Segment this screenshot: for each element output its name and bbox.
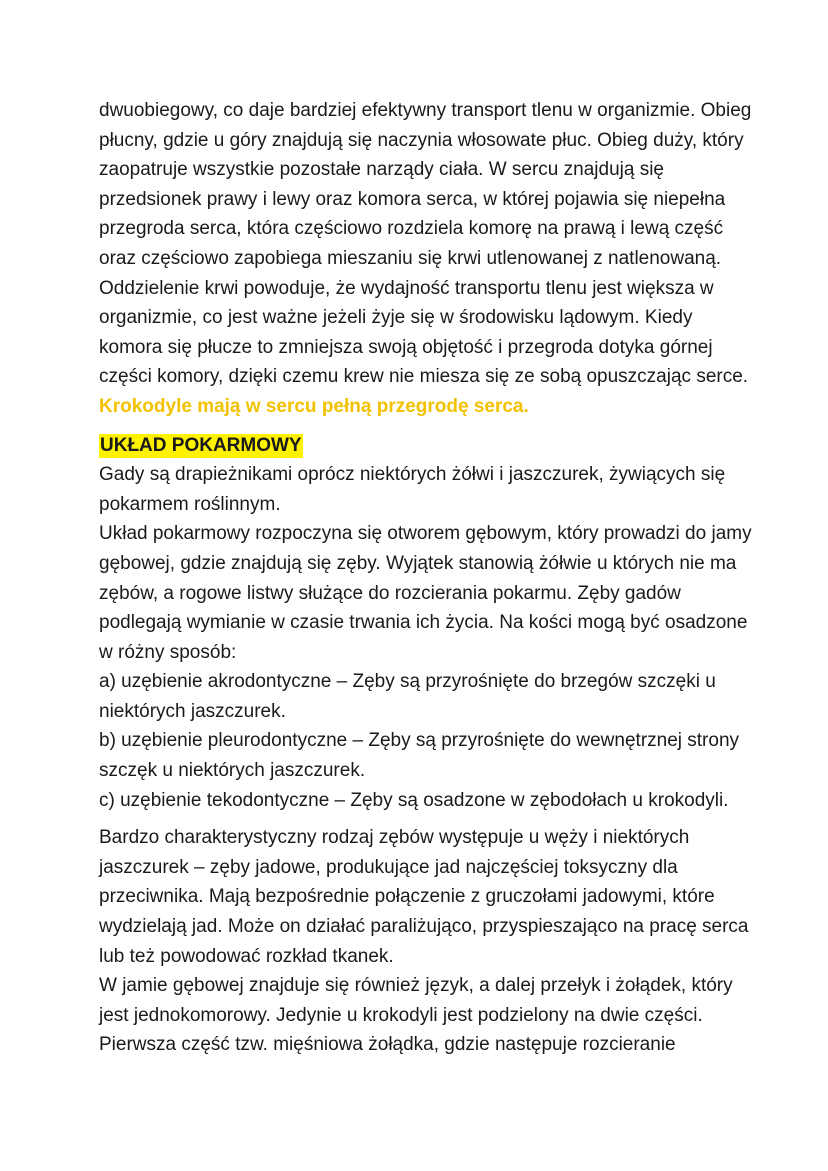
paragraph-circulation bbox=[99, 96, 752, 422]
document-page bbox=[99, 96, 752, 1060]
text-line: Gady są drapieżnikami oprócz niektórych żółwi i jaszczurek, żywiących się bbox=[99, 464, 726, 486]
text-line: Pierwsza część tzw. mięśniowa żołądka, gdzie następuje rozcieranie bbox=[99, 1034, 676, 1056]
text-line: Układ pokarmowy rozpoczyna się otworem gębowym, który prowadzi do jamy bbox=[99, 523, 752, 545]
text-line: części komory, dzięki czemu krew nie miesza się ze sobą opuszczając serce. bbox=[99, 366, 749, 388]
text-line: zębów, a rogowe listwy służące do rozcierania pokarmu. Zęby gadów bbox=[99, 582, 681, 604]
text-line: szczęk u niektórych jaszczurek. bbox=[99, 760, 366, 782]
paragraph-venom-teeth bbox=[99, 823, 749, 1060]
text-line: Oddzielenie krwi powoduje, że wydajność transportu tlenu jest większa w bbox=[99, 277, 714, 299]
text-line: pokarmem roślinnym. bbox=[99, 493, 281, 515]
text-line: niektórych jaszczurek. bbox=[99, 700, 286, 722]
paragraph-digestive-system bbox=[99, 460, 752, 815]
text-line: wydzielają jad. Może on działać paraliżująco, przyspieszająco na pracę serca bbox=[99, 916, 749, 938]
text-line: oraz częściowo zapobiega mieszaniu się krwi utlenowanej z natlenowaną. bbox=[99, 247, 722, 269]
text-line: przegroda serca, która częściowo rozdziela komorę na prawą i lewą część bbox=[99, 218, 724, 240]
list-item-c: c) uzębienie tekodontyczne – Zęby są osadzone w zębodołach u krokodyli. bbox=[99, 789, 729, 811]
text-line: płucny, gdzie u góry znajdują się naczynia włosowate płuc. Obieg duży, który bbox=[99, 129, 744, 151]
text-line: W jamie gębowej znajduje się również język, a dalej przełyk i żołądek, który bbox=[99, 975, 733, 997]
text-line: lub też powodować rozkład tkanek. bbox=[99, 945, 394, 967]
section-heading: UKŁAD POKARMOWY bbox=[100, 434, 302, 456]
text-line: gębowej, gdzie znajdują się zęby. Wyjątek stanowią żółwie u których nie ma bbox=[99, 552, 737, 574]
text-line: jaszczurek – zęby jadowe, produkujące jad najczęściej toksyczny dla bbox=[99, 856, 678, 878]
text-line: jest jednokomorowy. Jedynie u krokodyli jest podzielony na dwie części. bbox=[99, 1004, 703, 1026]
list-item-a: a) uzębienie akrodontyczne – Zęby są przyrośnięte do brzegów szczęki u bbox=[99, 671, 716, 693]
text-line: przedsionek prawy i lewy oraz komora serca, w której pojawia się niepełna bbox=[99, 188, 726, 210]
text-line: przeciwnika. Mają bezpośrednie połączenie z gruczołami jadowymi, które bbox=[99, 886, 715, 908]
list-item-b: b) uzębienie pleurodontyczne – Zęby są przyrośnięte do wewnętrznej strony bbox=[99, 730, 740, 752]
highlighted-note: Krokodyle mają w sercu pełną przegrodę serca. bbox=[99, 395, 529, 417]
text-line: komora się płucze to zmniejsza swoją objętość i przegroda dotyka górnej bbox=[99, 336, 713, 358]
paragraph-gap bbox=[99, 815, 739, 823]
text-line: organizmie, co jest ważne jeżeli żyje się w środowisku lądowym. Kiedy bbox=[99, 307, 693, 329]
text-line: dwuobiegowy, co daje bardziej efektywny transport tlenu w organizmie. Obieg bbox=[99, 100, 752, 121]
text-line: podlegają wymianie w czasie trwania ich życia. Na kości mogą być osadzone bbox=[99, 612, 748, 634]
text-line: zaopatruje wszystkie pozostałe narządy ciała. W sercu znajdują się bbox=[99, 159, 664, 181]
text-line: w różny sposób: bbox=[99, 641, 237, 663]
text-line: Bardzo charakterystyczny rodzaj zębów występuje u węży i niektórych bbox=[99, 827, 690, 849]
